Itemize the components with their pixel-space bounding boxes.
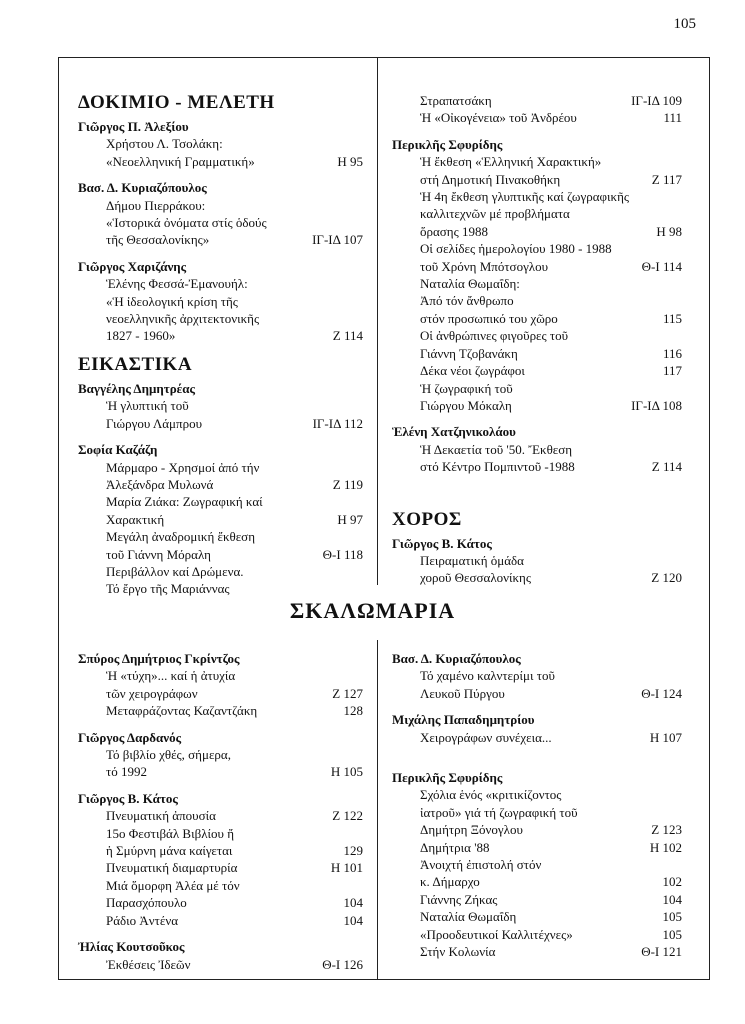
article-line	[392, 171, 682, 188]
article-title: 1827 - 1960»	[106, 328, 176, 344]
issue-ref: 115	[662, 310, 682, 326]
issue-ref: 104	[662, 891, 682, 907]
article-line	[78, 214, 363, 231]
issue-ref: Θ-Ι 124	[641, 685, 682, 701]
section-heading-essay: ΔΟΚΙΜΙΟ - ΜΕΛΕΤΗ	[78, 92, 275, 113]
article-line	[392, 856, 682, 873]
article-line	[392, 153, 682, 170]
issue-ref: 105	[662, 909, 682, 925]
article-line	[78, 746, 363, 763]
issue-ref: 116	[662, 345, 682, 361]
author-name: Ἠλίας Κουτσοῦκος	[78, 939, 185, 955]
article-title: Χειρογράφων συνέχεια...	[420, 729, 552, 745]
article-line	[78, 807, 363, 824]
article-title: τό 1992	[106, 764, 147, 780]
article-title: καλλιτεχνῶν μέ προβλήματα	[420, 206, 570, 222]
article-line	[78, 511, 363, 528]
article-line	[78, 685, 363, 702]
article-title: Πνευματική ἀπουσία	[106, 808, 216, 824]
article-line	[392, 873, 682, 890]
article-line	[78, 459, 363, 476]
issue-ref: Ζ 114	[651, 459, 682, 475]
article-line	[392, 839, 682, 856]
article-title: Χρήστου Λ. Τσολάκη:	[106, 136, 223, 152]
article-line	[392, 821, 682, 838]
article-title: Οἱ σελίδες ἡμερολογίου 1980 - 1988	[420, 241, 612, 257]
author-name: Γιῶργος Χαριζάνης	[78, 258, 187, 274]
index-column-left-top	[78, 90, 363, 607]
article-title: Ἑλένης Φεσσά-Ἐμανουήλ:	[106, 276, 248, 292]
article-line	[392, 310, 682, 327]
article-title: Δέκα νέοι ζωγράφοι	[420, 363, 525, 379]
article-title: Μεταφράζοντας Καζαντζάκη	[106, 703, 258, 719]
article-line	[392, 908, 682, 925]
article-title: Χαρακτική	[106, 511, 165, 527]
article-title: Ἡ Δεκαετία τοῦ '50. Ἔκθεση	[420, 441, 573, 457]
article-line	[78, 275, 363, 292]
article-title: «Ἡ ἰδεολογική κρίση τῆς	[106, 293, 238, 309]
author-name: Γιῶργος Π. Ἀλεξίου	[78, 119, 189, 134]
article-title: τῆς Θεσσαλονίκης»	[106, 232, 210, 248]
article-title: νεοελληνικῆς ἀρχιτεκτονικῆς	[106, 311, 260, 327]
article-line	[78, 702, 363, 719]
article-title: Ἀπό τόν ἄνθρωπο	[420, 293, 514, 309]
issue-ref: 129	[343, 843, 363, 859]
author-name: Γιῶργος Β. Κάτος	[78, 790, 178, 806]
article-title: Παρασχόπουλο	[106, 895, 187, 911]
issue-ref: ΙΓ-ΙΔ 109	[631, 93, 682, 108]
article-line	[78, 546, 363, 563]
article-line	[78, 667, 363, 684]
issue-ref: Θ-Ι 118	[322, 546, 363, 562]
article-line	[392, 685, 682, 702]
author-entry-continued	[392, 92, 682, 127]
article-line	[392, 397, 682, 414]
article-line	[78, 293, 363, 310]
article-title: Ναταλία Θωμαΐδη	[420, 909, 517, 925]
article-title: Δημήτρια '88	[420, 839, 490, 855]
article-title: Ἡ «Οἰκογένεια» τοῦ Ἀνδρέου	[420, 110, 577, 126]
index-column-right-top	[392, 92, 682, 596]
article-title: Τό βιβλίο χθές, σήμερα,	[106, 747, 231, 763]
article-title: Στραπατσάκη	[420, 93, 492, 108]
index-column-left-bottom	[78, 650, 363, 982]
article-title: Ἀλεξάνδρα Μυλωνά	[106, 476, 214, 492]
author-entry	[392, 136, 682, 415]
author-entry	[78, 650, 363, 720]
article-title: Μάρμαρο - Χρησμοί ἀπό τήν	[106, 459, 260, 475]
issue-ref: 104	[343, 912, 363, 928]
article-title: Ἐκθέσεις Ἰδεῶν	[106, 956, 191, 972]
article-line	[78, 580, 363, 597]
issue-ref: Θ-Ι 121	[641, 944, 682, 960]
article-line	[392, 926, 682, 943]
author-name: Περικλῆς Σφυρίδης	[392, 770, 503, 786]
author-entry	[392, 535, 682, 587]
issue-ref: Η 101	[330, 860, 363, 876]
article-line	[392, 667, 682, 684]
article-title: τοῦ Χρόνη Μπότσογλου	[420, 258, 549, 274]
author-name: Μιχάλης Παπαδημητρίου	[392, 712, 535, 728]
section-heading-dance: ΧΟΡΟΣ	[392, 508, 462, 530]
article-title: τοῦ Γιάννη Μόραλη	[106, 546, 211, 562]
article-line	[78, 231, 363, 248]
article-line	[392, 891, 682, 908]
article-line	[78, 493, 363, 510]
article-line	[392, 258, 682, 275]
article-title: Δήμου Πιερράκου:	[106, 197, 206, 213]
article-line	[392, 380, 682, 397]
article-title: Ἡ ζωγραφική τοῦ	[420, 380, 513, 396]
issue-ref: ΙΓ-ΙΔ 108	[631, 397, 682, 413]
issue-ref: Η 97	[337, 511, 363, 527]
article-title: Ναταλία Θωμαΐδη:	[420, 276, 520, 292]
issue-ref: Ζ 123	[651, 822, 682, 838]
author-entry	[78, 729, 363, 781]
author-name: Ἑλένη Χατζηνικολάου	[392, 424, 516, 440]
issue-ref: Ζ 117	[651, 171, 682, 187]
issue-ref: Η 98	[656, 223, 682, 239]
issue-ref: 117	[662, 363, 682, 379]
article-line	[392, 240, 682, 257]
article-line	[78, 528, 363, 545]
column-divider-bottom	[377, 640, 378, 980]
issue-ref: Ζ 120	[651, 570, 682, 586]
issue-ref: 102	[662, 874, 682, 890]
author-entry	[392, 711, 682, 746]
issue-ref: Θ-Ι 126	[322, 956, 363, 972]
article-line	[392, 786, 682, 803]
issue-ref: ΙΓ-ΙΔ 107	[312, 232, 363, 248]
article-line	[392, 92, 682, 109]
author-name: Βαγγέλης Δημητρέας	[78, 380, 195, 396]
article-line	[78, 859, 363, 876]
article-title: Μεγάλη ἀναδρομική ἔκθεση	[106, 529, 255, 545]
article-title: τῶν χειρογράφων	[106, 685, 198, 701]
article-line	[392, 109, 682, 126]
article-title: Γιάννη Τζοβανάκη	[420, 345, 518, 361]
author-entry	[78, 790, 363, 929]
article-line	[78, 153, 363, 170]
article-title: Ράδιο Ἀντένα	[106, 912, 179, 928]
article-line	[78, 415, 363, 432]
article-line	[392, 943, 682, 960]
section-heading-skalomaria: ΣΚΑΛΩΜΑΡΙΑ	[289, 598, 456, 623]
author-entry	[392, 769, 682, 960]
issue-ref: 104	[343, 895, 363, 911]
author-entry	[78, 938, 363, 973]
article-line	[78, 956, 363, 973]
article-line	[392, 552, 682, 569]
issue-ref: Ζ 127	[332, 685, 363, 701]
article-line	[392, 345, 682, 362]
article-title: στή Δημοτική Πινακοθήκη	[420, 171, 561, 187]
article-title: Ἀνοιχτή ἐπιστολή στόν	[420, 857, 542, 873]
article-title: Σχόλια ἑνός «κριτικίζοντος	[420, 787, 562, 803]
article-title: κ. Δήμαρχο	[420, 874, 480, 890]
article-title: ὅρασης 1988	[420, 223, 489, 239]
article-title: Γιώργου Μόκαλη	[420, 397, 512, 413]
author-name: Περικλῆς Σφυρίδης	[392, 136, 503, 152]
article-title: Γιώργου Λάμπρου	[106, 415, 203, 431]
author-entry	[78, 380, 363, 432]
article-line	[78, 476, 363, 493]
issue-ref: Ζ 119	[332, 476, 363, 492]
article-line	[392, 275, 682, 292]
issue-ref: Θ-Ι 114	[641, 258, 682, 274]
article-line	[78, 135, 363, 152]
article-line	[392, 804, 682, 821]
issue-ref: Η 102	[649, 839, 682, 855]
article-line	[78, 842, 363, 859]
article-line	[78, 397, 363, 414]
article-line	[78, 327, 363, 344]
article-title: στόν προσωπικό του χῶρο	[420, 310, 558, 326]
article-title: Ἡ γλυπτική τοῦ	[106, 398, 189, 414]
article-line	[78, 825, 363, 842]
page-number: 105	[673, 16, 696, 32]
article-line	[392, 441, 682, 458]
issue-ref: 128	[343, 703, 363, 719]
issue-ref: Η 105	[330, 764, 363, 780]
article-line	[392, 188, 682, 205]
article-title: στό Κέντρο Πομπιντοῦ -1988	[420, 459, 575, 475]
author-name: Βασ. Δ. Κυριαζόπουλος	[392, 651, 521, 666]
index-column-right-bottom	[392, 650, 682, 970]
article-title: «Προοδευτικοί Καλλιτέχνες»	[420, 926, 573, 942]
article-title: Ἡ ἔκθεση «Ἑλληνική Χαρακτική»	[420, 154, 602, 170]
issue-ref: 105	[662, 926, 682, 942]
article-title: 15ο Φεστιβάλ Βιβλίου ἤ	[106, 825, 234, 841]
article-title: Δημήτρη Ξόνογλου	[420, 822, 523, 838]
article-title: ἰατροῦ» γιά τή ζωγραφική τοῦ	[420, 804, 578, 820]
article-title: «Νεοελληνική Γραμματική»	[106, 153, 255, 169]
article-line	[392, 327, 682, 344]
article-line	[392, 458, 682, 475]
issue-ref: ΙΓ-ΙΔ 112	[312, 415, 363, 431]
issue-ref: Ζ 114	[332, 328, 363, 344]
article-line	[78, 310, 363, 327]
author-entry	[78, 179, 363, 249]
article-line	[392, 292, 682, 309]
author-name: Σοφία Καζάζη	[78, 442, 158, 458]
article-line	[78, 563, 363, 580]
article-title: Τό χαμένο καλντερίμι τοῦ	[420, 668, 555, 684]
author-entry	[392, 650, 682, 702]
article-title: Πειραματική ὁμάδα	[420, 552, 524, 568]
issue-ref: Ζ 122	[332, 808, 363, 824]
article-title: Ἡ «τύχη»... καί ἡ ἀτυχία	[106, 668, 236, 684]
article-line	[392, 362, 682, 379]
section-heading-visual-arts: ΕΙΚΑΣΤΙΚΑ	[78, 353, 193, 375]
article-line	[392, 223, 682, 240]
author-entry	[78, 258, 363, 345]
article-line	[78, 197, 363, 214]
column-divider-top	[377, 57, 378, 585]
author-entry	[78, 118, 363, 170]
article-line	[78, 894, 363, 911]
article-title: Μαρία Ζιάκα: Ζωγραφική καί	[106, 494, 263, 510]
article-line	[392, 569, 682, 586]
issue-ref: 111	[663, 110, 682, 126]
article-title: Μιά ὅμορφη Ἀλέα μέ τόν	[106, 877, 240, 893]
article-title: Λευκοῦ Πύργου	[420, 685, 505, 701]
author-name: Σπύρος Δημήτριος Γκρίντζος	[78, 651, 240, 666]
article-line	[392, 205, 682, 222]
article-title: Περιβάλλον καί Δρώμενα.	[106, 563, 244, 579]
article-line	[392, 729, 682, 746]
author-name: Βασ. Δ. Κυριαζόπουλος	[78, 180, 207, 196]
article-title: Ἡ 4η ἔκθεση γλυπτικῆς καί ζωγραφικῆς	[420, 189, 630, 205]
author-name: Γιῶργος Β. Κάτος	[392, 535, 492, 551]
issue-ref: Η 95	[337, 153, 363, 169]
article-line	[78, 763, 363, 780]
author-entry	[78, 441, 363, 598]
author-entry	[392, 423, 682, 475]
article-title: Οἱ ἀνθρώπινες φιγοῦρες τοῦ	[420, 328, 569, 344]
article-title: Τό ἔργο τῆς Μαριάννας	[106, 581, 230, 597]
article-title: Γιάννης Ζήκας	[420, 891, 498, 907]
article-title: χοροῦ Θεσσαλονίκης	[420, 570, 532, 586]
author-name: Γιῶργος Δαρδανός	[78, 729, 182, 745]
article-title: «Ἱστορικά ὀνόματα στίς ὁδούς	[106, 215, 267, 231]
issue-ref: Η 107	[649, 729, 682, 745]
article-title: Στήν Κολωνία	[420, 944, 496, 960]
article-line	[78, 877, 363, 894]
article-title: ἡ Σμύρνη μάνα καίγεται	[106, 843, 233, 859]
article-line	[78, 912, 363, 929]
article-title: Πνευματική διαμαρτυρία	[106, 860, 238, 876]
